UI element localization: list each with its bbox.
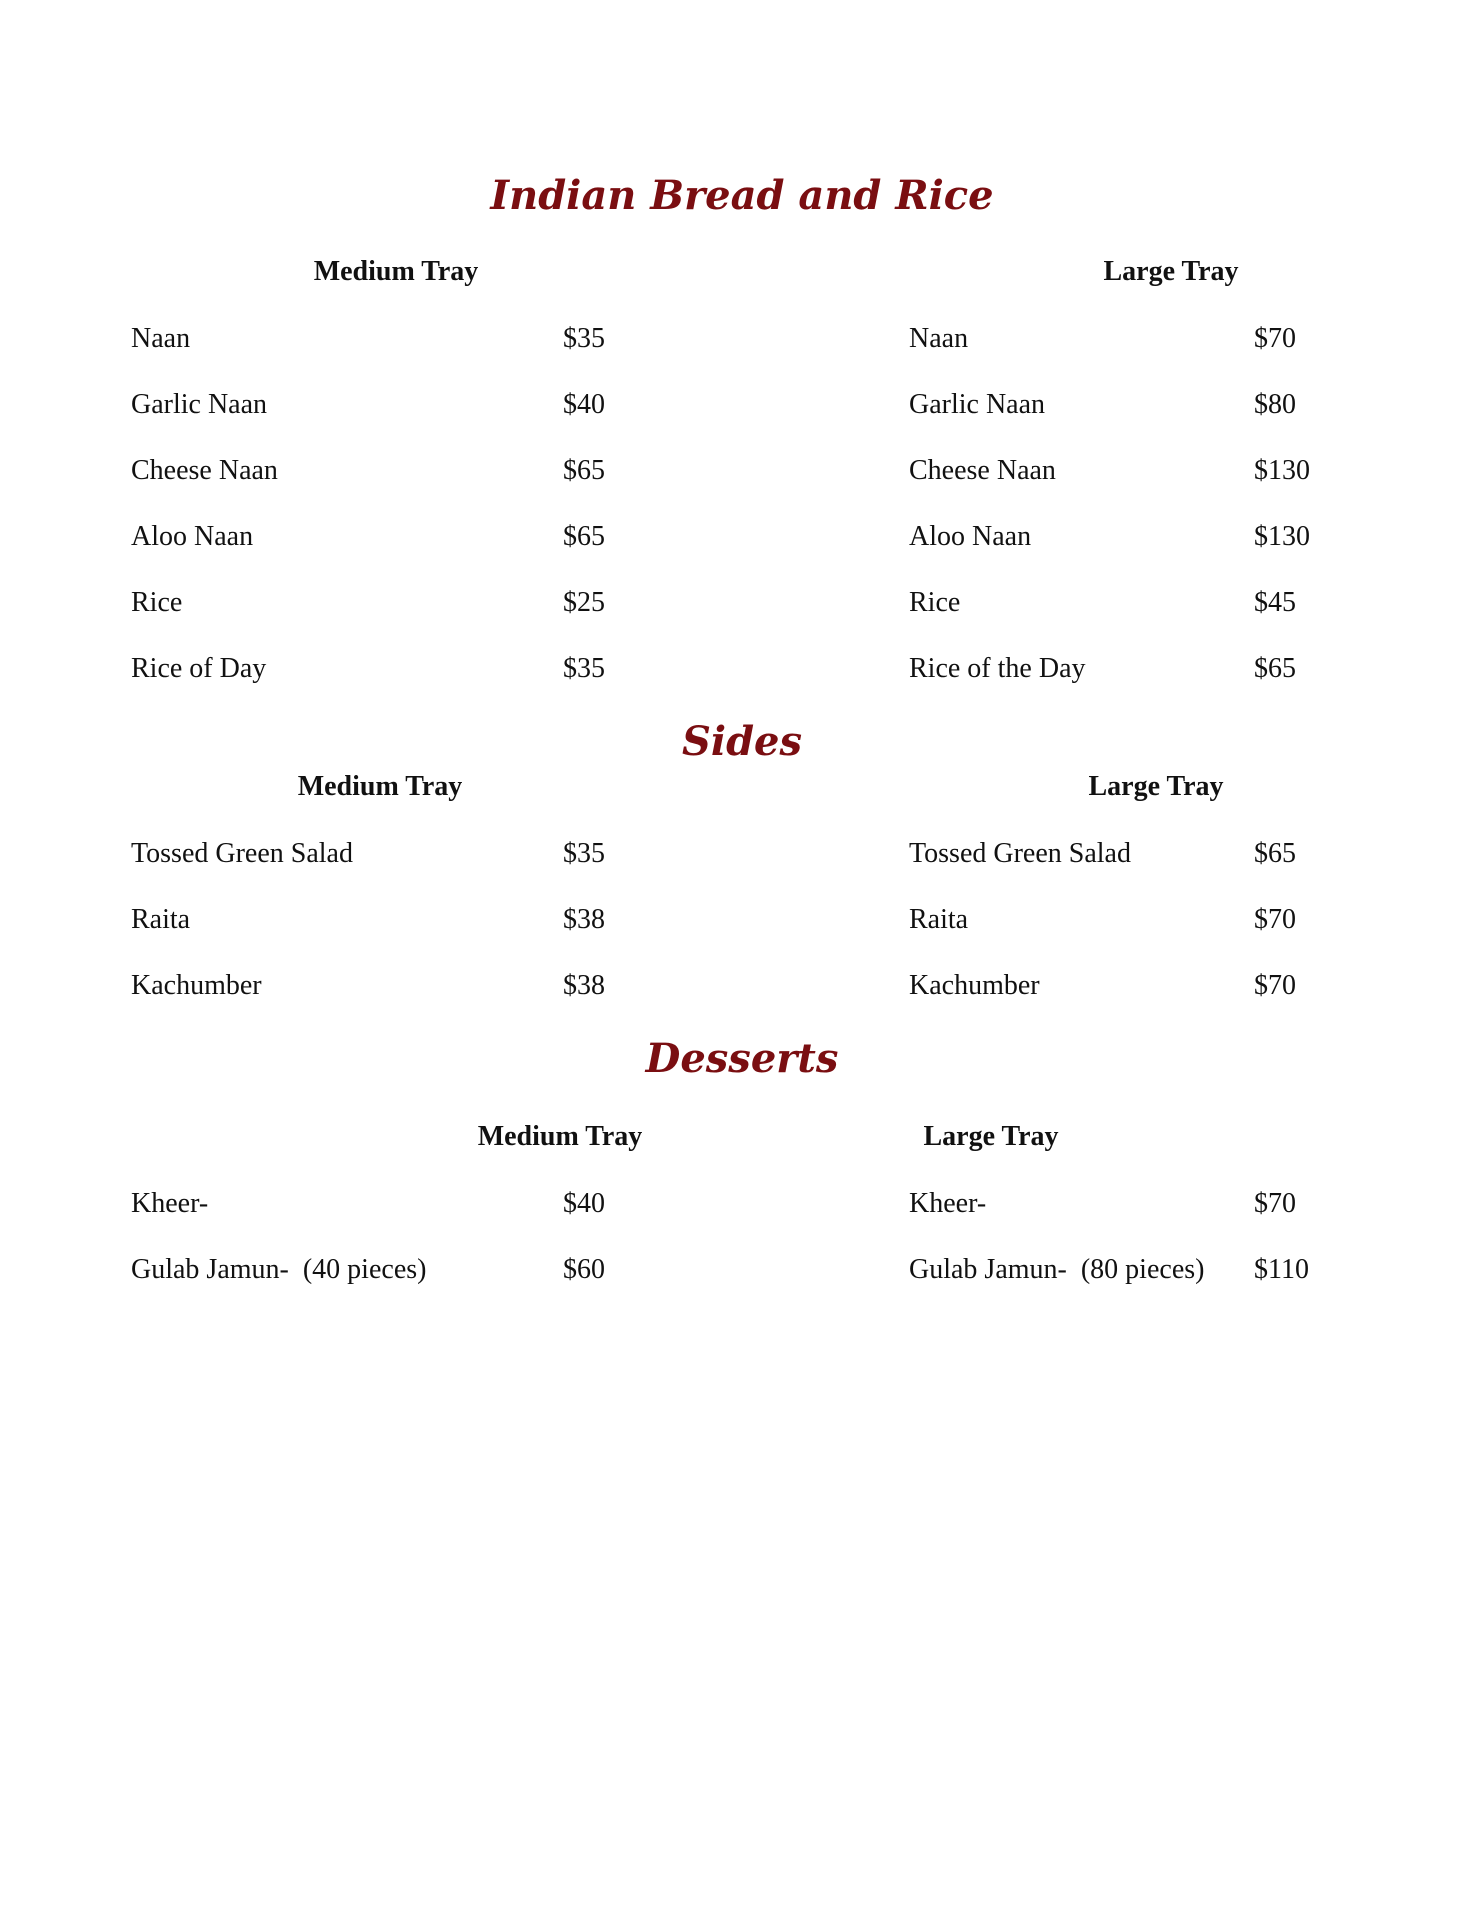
large-item-name: Gulab Jamun- (80 pieces) [909, 1254, 1205, 1285]
large-item-price: $65 [1254, 838, 1296, 869]
large-item-price: $70 [1254, 904, 1296, 935]
large-item-name: Garlic Naan [909, 389, 1046, 420]
medium-item-price: $65 [563, 521, 605, 552]
medium-tray-header: Medium Tray [313, 256, 479, 287]
medium-item-price: $35 [563, 653, 605, 684]
medium-item-price: $38 [563, 904, 605, 935]
medium-item-price: $60 [563, 1254, 605, 1285]
large-tray-header: Large Tray [923, 1121, 1059, 1152]
large-item-name: Raita [909, 904, 969, 935]
section-title-sides: Sides [681, 718, 803, 765]
medium-item-price: $40 [563, 1188, 605, 1219]
medium-item-name: Raita [131, 904, 191, 935]
medium-item-name: Kachumber [131, 970, 262, 1001]
medium-item-name: Cheese Naan [131, 455, 278, 486]
large-item-price: $80 [1254, 389, 1296, 420]
large-item-name: Rice of the Day [909, 653, 1086, 684]
large-item-price: $70 [1254, 970, 1296, 1001]
large-item-name: Cheese Naan [909, 455, 1056, 486]
medium-item-name: Kheer- [131, 1188, 209, 1219]
large-item-name: Rice [909, 587, 961, 618]
large-item-price: $70 [1254, 1188, 1296, 1219]
medium-item-price: $40 [563, 389, 605, 420]
medium-item-name: Aloo Naan [131, 521, 254, 552]
medium-item-price: $25 [563, 587, 605, 618]
section-title-bread-rice: Indian Bread and Rice [490, 172, 994, 219]
section-title-desserts: Desserts [645, 1035, 839, 1082]
medium-item-price: $65 [563, 455, 605, 486]
medium-item-price: $35 [563, 323, 605, 354]
large-tray-header: Large Tray [1088, 771, 1224, 802]
large-item-name: Aloo Naan [909, 521, 1032, 552]
large-item-price: $130 [1254, 455, 1310, 486]
medium-item-name: Rice of Day [131, 653, 267, 684]
medium-item-price: $35 [563, 838, 605, 869]
medium-tray-header: Medium Tray [477, 1121, 643, 1152]
large-item-price: $130 [1254, 521, 1310, 552]
medium-item-name: Gulab Jamun- (40 pieces) [131, 1254, 427, 1285]
large-item-price: $45 [1254, 587, 1296, 618]
medium-item-name: Tossed Green Salad [131, 838, 353, 869]
large-item-price: $70 [1254, 323, 1296, 354]
large-item-name: Tossed Green Salad [909, 838, 1131, 869]
large-item-price: $65 [1254, 653, 1296, 684]
large-item-name: Naan [909, 323, 969, 354]
medium-item-price: $38 [563, 970, 605, 1001]
medium-item-name: Rice [131, 587, 183, 618]
large-item-name: Kheer- [909, 1188, 987, 1219]
medium-item-name: Naan [131, 323, 191, 354]
medium-tray-header: Medium Tray [297, 771, 463, 802]
large-item-price: $110 [1254, 1254, 1309, 1285]
large-tray-header: Large Tray [1103, 256, 1239, 287]
large-item-name: Kachumber [909, 970, 1040, 1001]
medium-item-name: Garlic Naan [131, 389, 268, 420]
